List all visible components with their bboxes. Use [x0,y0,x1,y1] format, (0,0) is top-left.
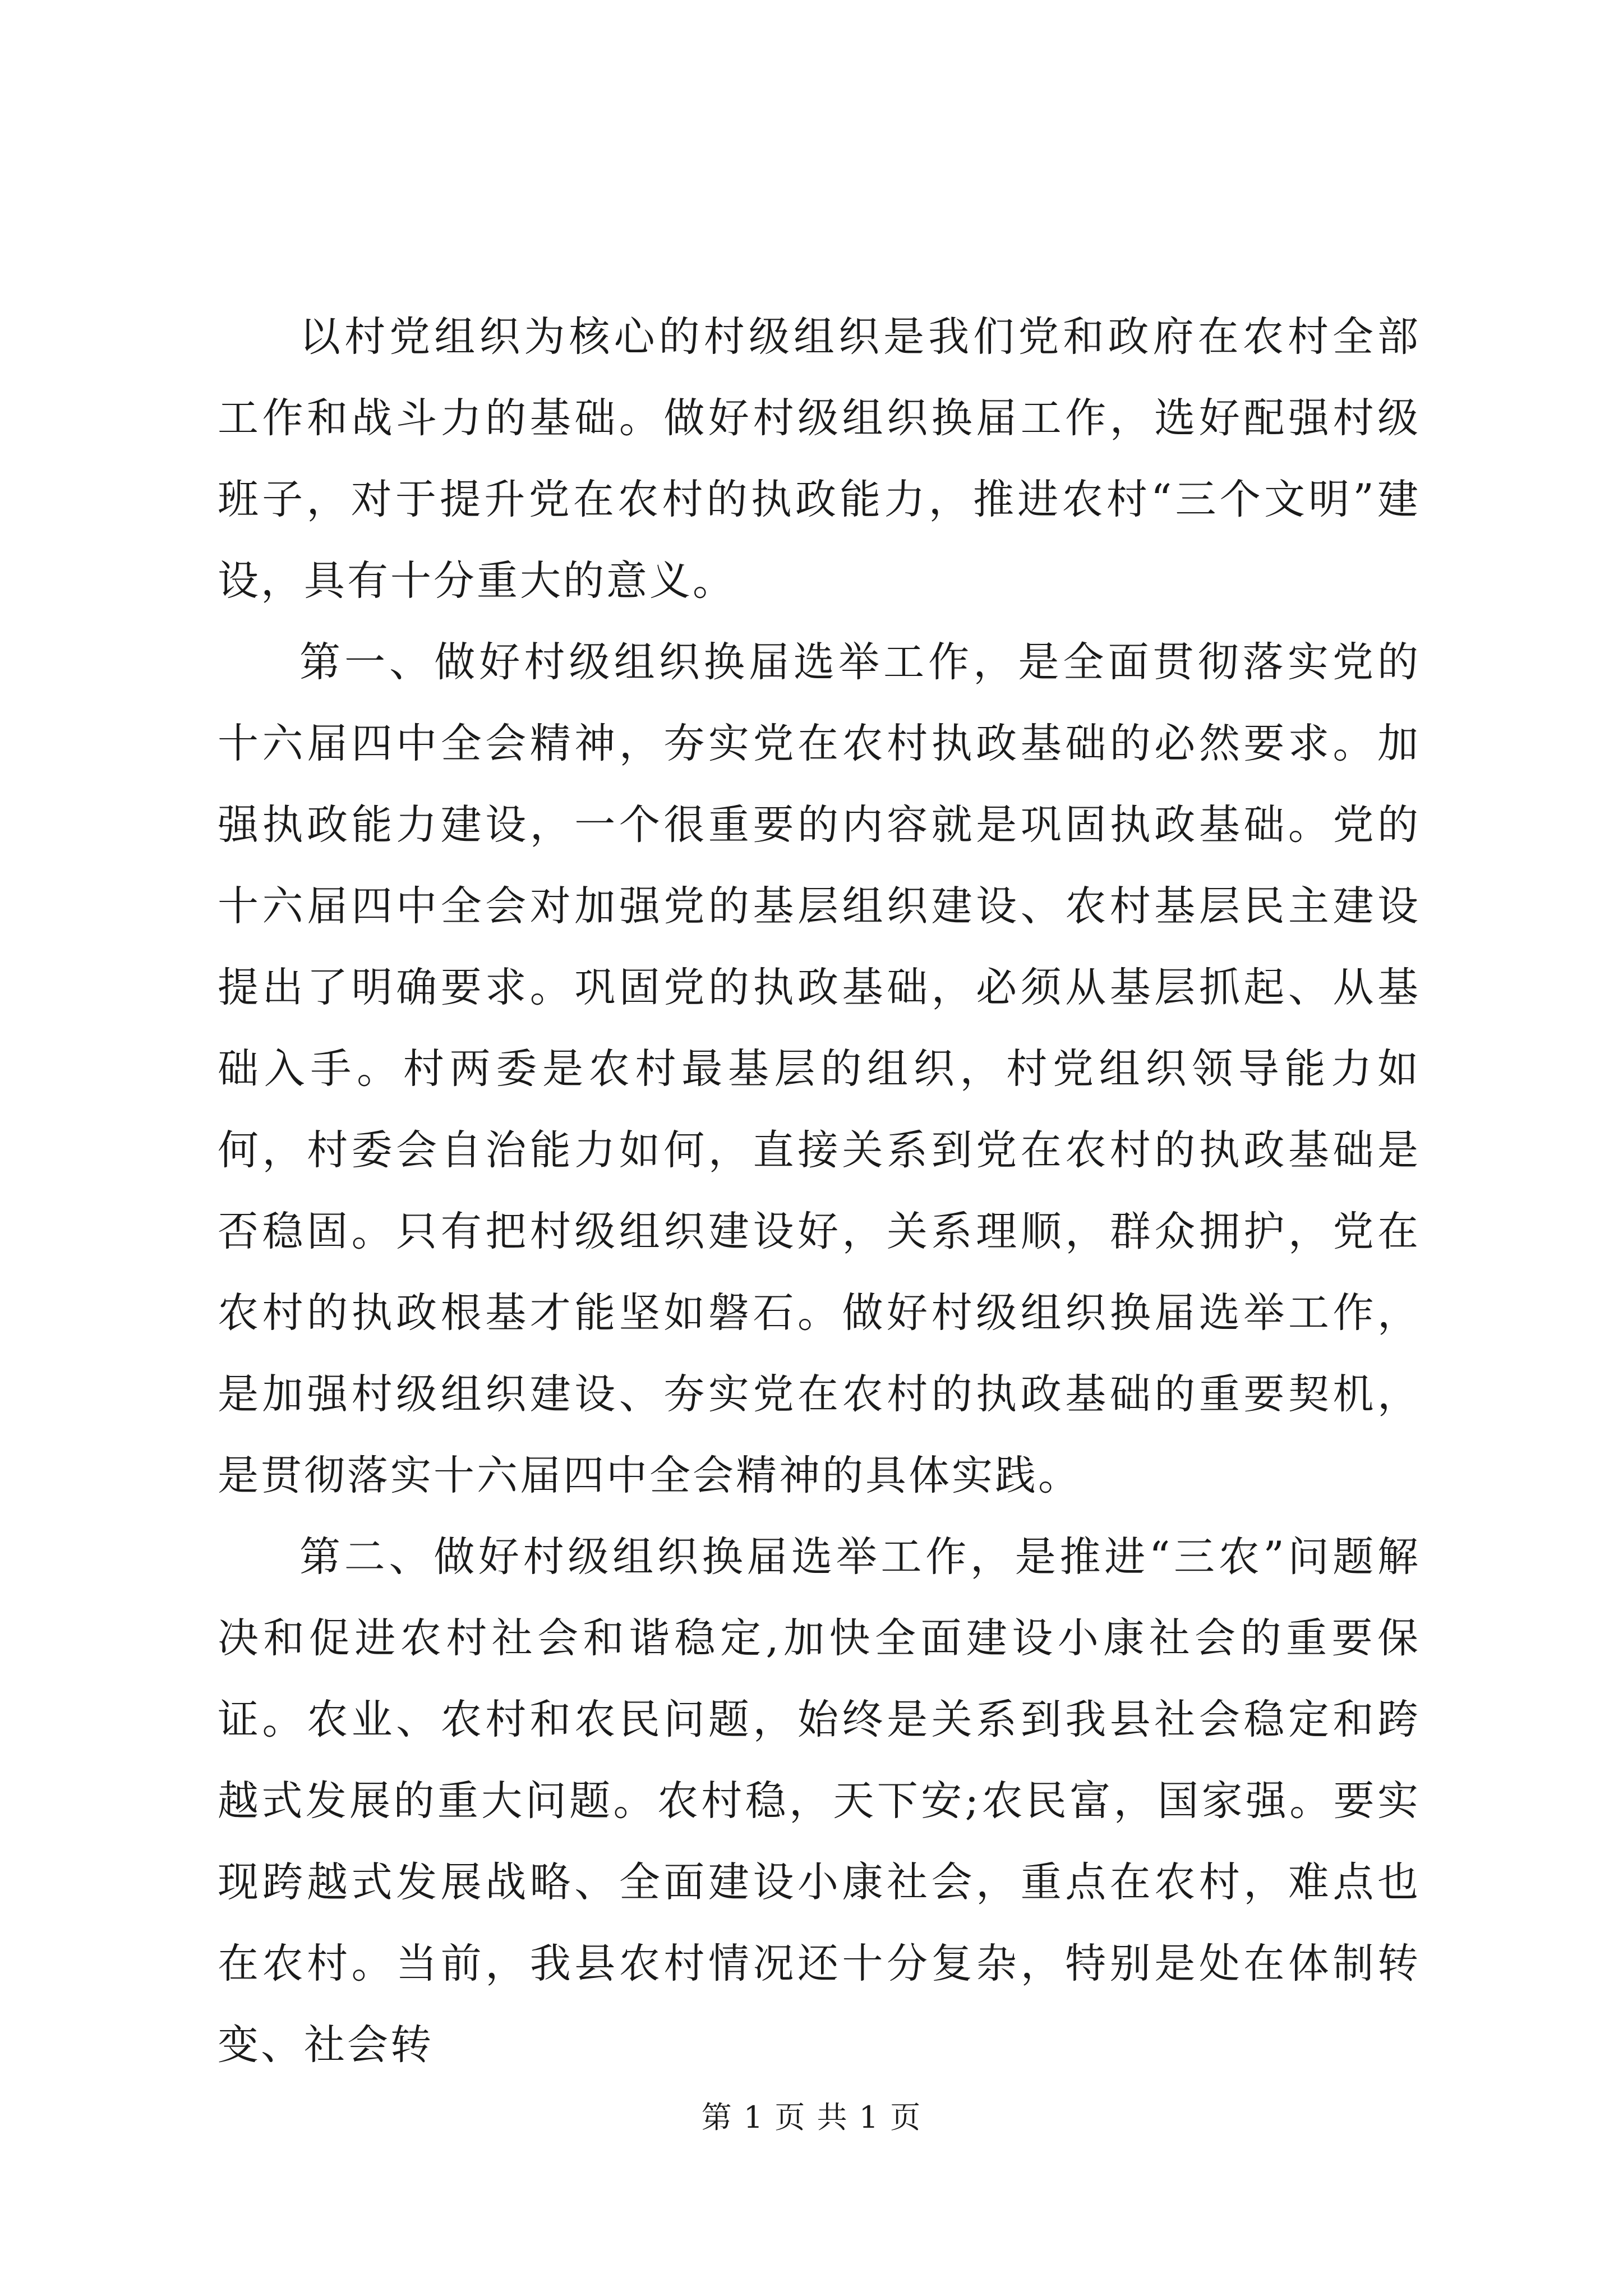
page-footer: 第 1 页 共 1 页 [701,2100,922,2135]
paragraph-first-point: 第一、做好村级组织换届选举工作，是全面贯彻落实党的十六届四中全会精神，夯实党在农村执政基础的必然要求。加强执政能力建设，一个很重要的内容就是巩固执政基础。党的十六届四中全会对加强党的基层组织建设、农村基层民主建设提出了明确要求。巩固党的执政基础，必须从基层抓起、从基础入手。村两委是农村最基层的组织，村党组织领导能力如何，村委会自治能力如何，直接关系到党在农村的执政基础是否稳固。只有把村级组织建设好，关系理顺，群众拥护，党在农村的执政根基才能坚如磐石。做好村级组织换届选举工作，是加强村级组织建设、夯实党在农村的执政基础的重要契机，是贯彻落实十六届四中全会精神的具体实践。 [218,638,1421,1499]
document-body [218,296,1421,2086]
paragraph-intro: 以村党组织为核心的村级组织是我们党和政府在农村全部工作和战斗力的基础。做好村级组织换届工作，选好配强村级班子，对于提升党在农村的执政能力，推进农村“三个文明”建设，具有十分重大的意义。 [218,313,1421,605]
paragraph-second-point: 第二、做好村级组织换届选举工作，是推进“三农”问题解决和促进农村社会和谐稳定,加快全面建设小康社会的重要保证。农业、农村和农民问题，始终是关系到我县社会稳定和跨越式发展的重大问题。农村稳，天下安;农民富，国家强。要实现跨越式发展战略、全面建设小康社会，重点在农村，难点也在农村。当前，我县农村情况还十分复杂，特别是处在体制转变、社会转 [218,1533,1421,2069]
